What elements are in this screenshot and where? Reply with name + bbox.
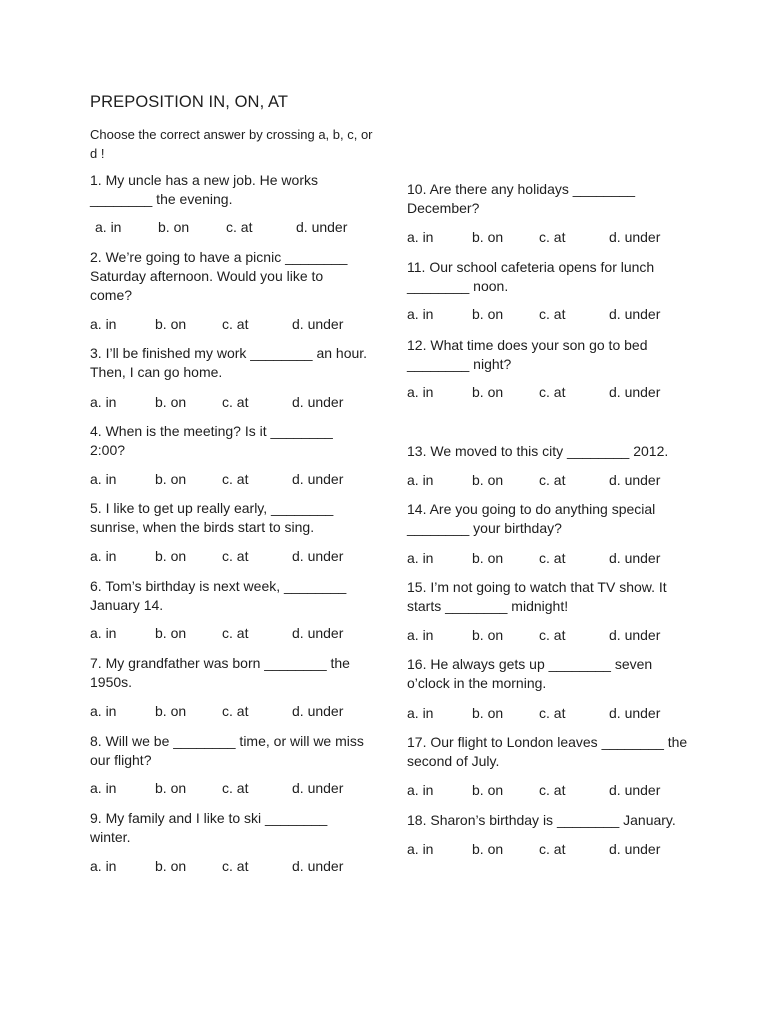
option-c[interactable]: c. at	[539, 550, 566, 566]
options-q16	[407, 704, 689, 723]
option-d[interactable]: d. under	[292, 858, 344, 874]
option-c[interactable]: c. at	[539, 384, 566, 400]
option-b[interactable]: b. on	[155, 316, 187, 332]
option-d[interactable]: d. under	[609, 627, 661, 643]
question-4: 4. When is the meeting? Is it ________ 2:00?	[90, 423, 333, 458]
question-14: 14. Are you going to do anything special ________ your birthday?	[407, 501, 656, 536]
option-d[interactable]: d. under	[609, 306, 661, 322]
option-d[interactable]: d. under	[292, 394, 344, 410]
option-c[interactable]: c. at	[222, 471, 249, 487]
option-b[interactable]: b. on	[472, 705, 504, 721]
option-d[interactable]: d. under	[292, 471, 344, 487]
options-q13	[407, 471, 689, 490]
option-a[interactable]: a. in	[90, 548, 117, 564]
option-d[interactable]: d. under	[296, 219, 348, 235]
option-c[interactable]: c. at	[222, 394, 249, 410]
option-b[interactable]: b. on	[472, 229, 504, 245]
options-q9	[90, 857, 368, 876]
option-c[interactable]: c. at	[539, 782, 566, 798]
option-a[interactable]: a. in	[407, 550, 434, 566]
option-c[interactable]: c. at	[539, 841, 566, 857]
question-5: 5. I like to get up really early, ________ sunrise, when the birds start to sing.	[90, 500, 334, 535]
question-11: 11. Our school cafeteria opens for lunch ________ noon.	[407, 259, 655, 294]
question-1: 1. My uncle has a new job. He works ________ the evening.	[90, 172, 318, 207]
option-d[interactable]: d. under	[292, 703, 344, 719]
option-b[interactable]: b. on	[155, 625, 187, 641]
option-a[interactable]: a. in	[407, 472, 434, 488]
option-d[interactable]: d. under	[609, 705, 661, 721]
options-q1	[90, 218, 368, 237]
option-c[interactable]: c. at	[222, 625, 249, 641]
question-16: 16. He always gets up ________ seven o’clock in the morning.	[407, 656, 653, 691]
option-b[interactable]: b. on	[472, 384, 504, 400]
question-17: 17. Our flight to London leaves ________ the second of July.	[407, 734, 688, 769]
worksheet-title: PREPOSITION IN, ON, AT	[90, 93, 289, 111]
option-c[interactable]: c. at	[222, 780, 249, 796]
question-18: 18. Sharon’s birthday is ________ January.	[407, 812, 676, 828]
option-b[interactable]: b. on	[472, 550, 504, 566]
option-c[interactable]: c. at	[222, 548, 249, 564]
question-6: 6. Tom’s birthday is next week, ________ January 14.	[90, 578, 347, 613]
option-a[interactable]: a. in	[90, 316, 117, 332]
option-c[interactable]: c. at	[222, 858, 249, 874]
option-b[interactable]: b. on	[155, 548, 187, 564]
option-a[interactable]: a. in	[90, 780, 117, 796]
option-c[interactable]: c. at	[539, 472, 566, 488]
option-c[interactable]: c. at	[222, 316, 249, 332]
option-c[interactable]: c. at	[222, 703, 249, 719]
option-c[interactable]: c. at	[539, 627, 566, 643]
option-a[interactable]: a. in	[90, 703, 117, 719]
option-d[interactable]: d. under	[609, 550, 661, 566]
option-a[interactable]: a. in	[407, 841, 434, 857]
option-a[interactable]: a. in	[90, 625, 117, 641]
option-b[interactable]: b. on	[155, 858, 187, 874]
question-10: 10. Are there any holidays ________ December?	[407, 181, 636, 216]
option-a[interactable]: a. in	[407, 705, 434, 721]
question-13: 13. We moved to this city ________ 2012.	[407, 443, 669, 459]
option-b[interactable]: b. on	[472, 782, 504, 798]
options-q8	[90, 779, 368, 798]
option-a[interactable]: a. in	[90, 471, 117, 487]
option-b[interactable]: b. on	[158, 219, 190, 235]
option-a[interactable]: a. in	[407, 384, 434, 400]
options-q4	[90, 470, 368, 489]
option-a[interactable]: a. in	[407, 229, 434, 245]
option-a[interactable]: a. in	[95, 219, 122, 235]
option-a[interactable]: a. in	[90, 394, 117, 410]
options-q3	[90, 393, 368, 412]
option-b[interactable]: b. on	[155, 394, 187, 410]
option-d[interactable]: d. under	[609, 841, 661, 857]
options-q17	[407, 781, 689, 800]
option-b[interactable]: b. on	[472, 841, 504, 857]
options-q7	[90, 702, 368, 721]
option-d[interactable]: d. under	[292, 548, 344, 564]
option-d[interactable]: d. under	[609, 384, 661, 400]
question-15: 15. I’m not going to watch that TV show. It starts ________ midnight!	[407, 579, 667, 614]
option-a[interactable]: a. in	[407, 782, 434, 798]
option-d[interactable]: d. under	[292, 780, 344, 796]
question-9: 9. My family and I like to ski ________ winter.	[90, 810, 328, 845]
option-a[interactable]: a. in	[407, 306, 434, 322]
option-d[interactable]: d. under	[609, 782, 661, 798]
option-b[interactable]: b. on	[472, 306, 504, 322]
option-d[interactable]: d. under	[609, 229, 661, 245]
options-q2	[90, 315, 368, 334]
option-c[interactable]: c. at	[539, 229, 566, 245]
question-3: 3. I’ll be finished my work ________ an hour. Then, I can go home.	[90, 345, 368, 380]
option-b[interactable]: b. on	[155, 703, 187, 719]
options-q10	[407, 228, 689, 247]
option-d[interactable]: d. under	[609, 472, 661, 488]
options-q18	[407, 840, 689, 859]
question-2: 2. We’re going to have a picnic ________ Saturday afternoon. Would you like to come?	[90, 249, 348, 303]
options-q5	[90, 547, 368, 566]
option-b[interactable]: b. on	[472, 627, 504, 643]
option-d[interactable]: d. under	[292, 316, 344, 332]
option-a[interactable]: a. in	[407, 627, 434, 643]
option-a[interactable]: a. in	[90, 858, 117, 874]
option-b[interactable]: b. on	[155, 780, 187, 796]
option-c[interactable]: c. at	[539, 306, 566, 322]
options-q11	[407, 305, 689, 324]
options-q15	[407, 626, 689, 645]
option-c[interactable]: c. at	[226, 219, 253, 235]
options-q6	[90, 624, 368, 643]
options-q12	[407, 383, 689, 402]
question-7: 7. My grandfather was born ________ the 1950s.	[90, 655, 350, 690]
option-b[interactable]: b. on	[472, 472, 504, 488]
instructions: Choose the correct answer by crossing a, b, c, or d !	[90, 127, 373, 161]
question-12: 12. What time does your son go to bed ________ night?	[407, 337, 648, 372]
option-c[interactable]: c. at	[539, 705, 566, 721]
question-8: 8. Will we be ________ time, or will we miss our flight?	[90, 733, 364, 768]
options-q14	[407, 549, 689, 568]
option-b[interactable]: b. on	[155, 471, 187, 487]
option-d[interactable]: d. under	[292, 625, 344, 641]
